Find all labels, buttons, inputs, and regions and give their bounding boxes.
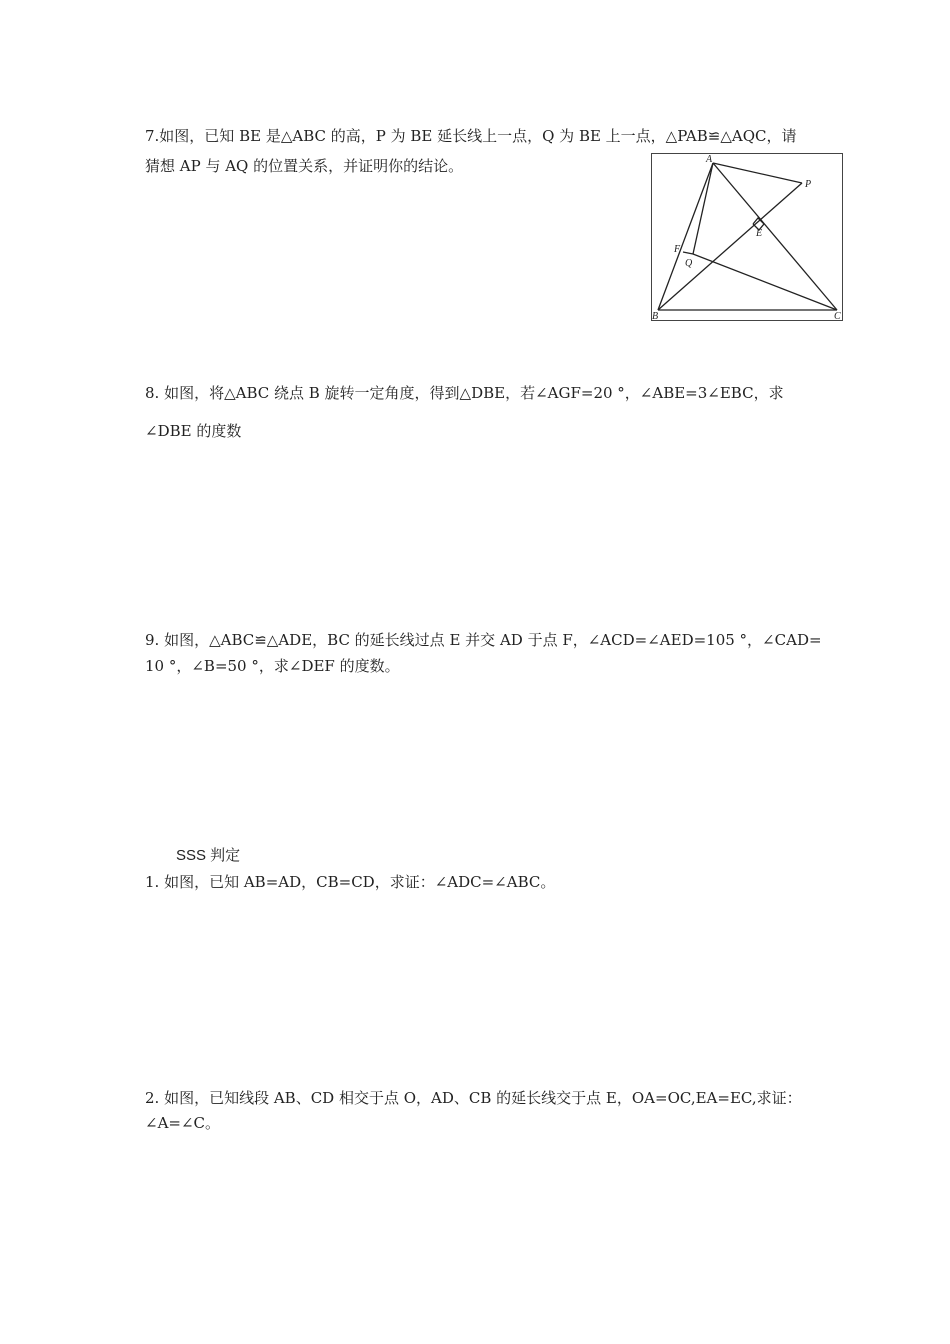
geometry-figure	[651, 153, 843, 321]
sss-question-2-line-1: 2. 如图，已知线段 AB、CD 相交于点 O，AD、CB 的延长线交于点 E，OA=OC,EA=EC,求证：	[145, 1089, 802, 1107]
segment-ap	[713, 163, 802, 183]
problem-7-line-1: 7.如图，已知 BE 是△ABC 的高，P 为 BE 延长线上一点，Q 为 BE 上一点，△PAB≌△AQC，请	[145, 127, 797, 145]
segment-ac	[713, 163, 837, 310]
segment-qc	[693, 254, 837, 310]
problem-8-line-1: 8. 如图，将△ABC 绕点 B 旋转一定角度，得到△DBE，若∠AGF=20 °，∠ABE=3∠EBC，求	[145, 384, 784, 402]
triangle-diagram	[652, 154, 842, 320]
label-b: B	[652, 311, 659, 320]
problem-9-line-1: 9. 如图，△ABC≌△ADE，BC 的延长线过点 E 并交 AD 于点 F，∠ACD=∠AED=105 °，∠CAD=	[145, 631, 822, 649]
segment-ab	[658, 163, 713, 310]
problem-8-line-2: ∠DBE 的度数	[145, 422, 242, 440]
segment-fq	[683, 252, 693, 254]
label-q: Q	[685, 258, 693, 269]
label-a: A	[706, 154, 713, 165]
label-p: P	[805, 179, 812, 190]
label-e: E	[756, 228, 763, 239]
problem-7-line-2: 猜想 AP 与 AQ 的位置关系，并证明你的结论。	[145, 157, 464, 175]
sss-question-2-line-2: ∠A=∠C。	[145, 1114, 221, 1132]
label-f: F	[674, 244, 681, 255]
problem-9-line-2: 10 °，∠B=50 °，求∠DEF 的度数。	[145, 657, 400, 675]
section-heading-sss: SSS 判定	[176, 847, 241, 864]
sss-question-1: 1. 如图，已知 AB=AD，CB=CD，求证：∠ADC=∠ABC。	[145, 873, 556, 891]
label-c: C	[834, 311, 841, 320]
